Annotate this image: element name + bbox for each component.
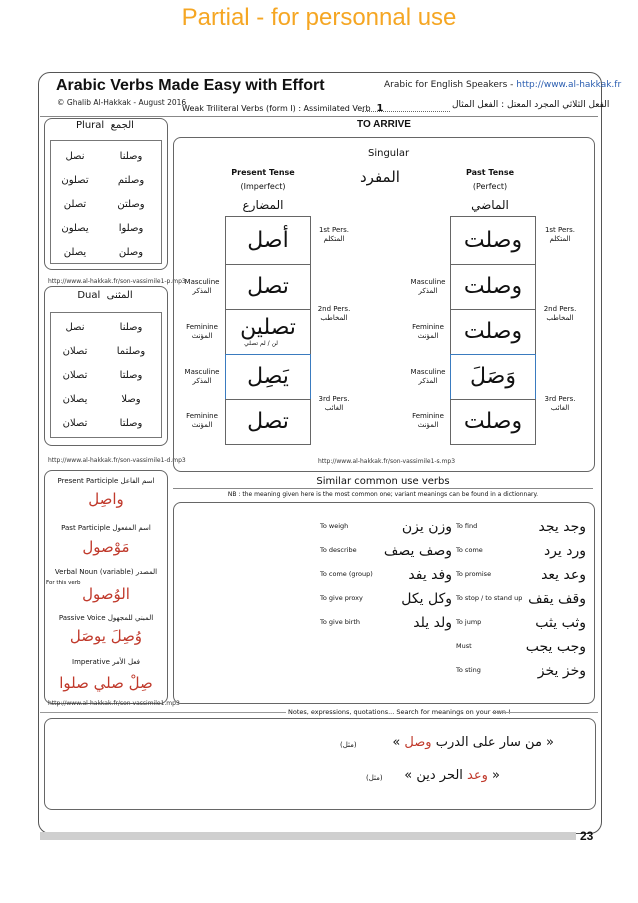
for-this-verb: For this verb — [46, 580, 81, 586]
plural-label-ar: الجمع — [110, 120, 134, 131]
past-fem-2-ar: المؤنث — [417, 332, 439, 340]
present-ar: المضارع — [242, 198, 284, 212]
present-masc-2-en: Masculine — [184, 278, 220, 286]
similar-right-ar-2: ورد يرد — [543, 543, 586, 559]
present-cell-3: تصلين — [225, 309, 311, 355]
similar-left-en-2: To describe — [320, 546, 357, 554]
notes-title: Notes, expressions, quotations... Search for meanings on your own ! — [288, 708, 511, 716]
present-p2 — [312, 305, 356, 323]
present-fem-2-en: Feminine — [186, 323, 218, 331]
similar-left-en-3: To come (group) — [320, 570, 373, 578]
weak-verbs-text: Weak Triliteral Verbs (form I) : Assimilated Verb — [182, 104, 371, 113]
passive-voice-row — [48, 614, 164, 622]
past-masc-3-ar: المذكر — [418, 377, 438, 385]
past-p2-ar: المخاطب — [546, 314, 574, 322]
similar-right-row-7 — [456, 663, 586, 690]
present-p2-en: 2nd Pers. — [317, 305, 351, 313]
similar-nb: NB : the meaning given here is the most common one; variant meanings can be found in a dictionnary. — [227, 491, 539, 498]
present-sub: (Imperfect) — [240, 182, 286, 191]
plural-left-1: نصل — [65, 151, 85, 162]
weak-verbs-label — [182, 103, 384, 114]
header-divider — [40, 116, 598, 117]
weak-verbs-number: 1 — [376, 103, 384, 114]
past-participle-row — [48, 524, 164, 532]
past-masc-2-en: Masculine — [410, 278, 446, 286]
past-p3-en: 3rd Pers. — [544, 395, 576, 403]
present-masc-2-ar: المذكر — [192, 287, 212, 295]
similar-right-list — [456, 519, 586, 690]
dual-right-2: وصلتما — [116, 346, 146, 357]
plural-right-3: وصلتن — [117, 199, 145, 210]
past-participle-value: مَوْصول — [82, 538, 130, 556]
forms-audio-link[interactable]: http://www.al-hakkak.fr/son-vassimile1.mp3 — [48, 700, 180, 707]
plural-left-2: تصلون — [61, 175, 89, 186]
past-p1 — [538, 226, 582, 244]
plural-left-4: يصلون — [61, 223, 89, 234]
similar-right-en-6: Must — [456, 642, 472, 650]
present-masc-3 — [180, 368, 224, 386]
verbal-noun-ar: المصدر — [135, 568, 158, 576]
similar-right-ar-6: وجب يجب — [525, 639, 586, 655]
present-participle-ar: اسم الفاعل — [120, 477, 155, 485]
plural-left-col — [50, 145, 100, 265]
copyright: © Ghalib Al-Hakkak - August 2016 — [57, 98, 187, 107]
similar-left-list — [320, 519, 452, 642]
past-p2 — [538, 305, 582, 323]
note-line-2-red: وعد — [467, 768, 488, 783]
verbal-noun-value: الوُصول — [82, 585, 130, 603]
page-number: 23 — [580, 829, 594, 843]
past-p1-ar: المتكلم — [549, 235, 571, 243]
dual-right-4: وصلا — [121, 394, 141, 405]
note-line-2-tag: (مثل) — [366, 774, 383, 782]
past-masc-2 — [406, 278, 450, 296]
site-link[interactable]: http://www.al-hakkak.fr — [516, 80, 622, 90]
present-participle-row — [48, 477, 164, 485]
notes-box — [44, 718, 596, 810]
singular-label: Singular — [368, 148, 410, 159]
arabic-for-line — [384, 80, 621, 90]
singular-label-ar: المفرد — [360, 168, 400, 186]
singular-audio-link[interactable]: http://www.al-hakkak.fr/son-vassimile1-s.mp3 — [318, 458, 456, 465]
notes-rule-right — [492, 712, 598, 713]
past-cell-2: وصلت — [450, 264, 536, 310]
dual-label: Dual — [77, 290, 101, 301]
similar-left-en-1: To weigh — [320, 522, 349, 530]
arabic-for-text: Arabic for English Speakers - — [384, 80, 517, 90]
plural-right-col — [104, 145, 158, 265]
section-pill — [340, 118, 428, 132]
plural-left-5: يصلن — [63, 247, 87, 258]
present-p3-en: 3rd Pers. — [318, 395, 350, 403]
past-participle-ar: اسم المفعول — [112, 524, 151, 532]
imperative-row — [48, 658, 164, 666]
imperative-value: صِلْ صلي صلوا — [59, 674, 153, 692]
imperative-ar: فعل الأمر — [112, 658, 140, 666]
note-line-2-post: الحر دين » — [404, 768, 468, 783]
verbal-noun-row — [48, 568, 164, 576]
arabic-header: الفعل الثلاثي المجرد المعتل : الفعل المثال — [452, 100, 610, 110]
dual-left-1: نصل — [65, 322, 85, 333]
passive-voice-ar: المبني للمجهول — [107, 614, 154, 622]
similar-left-ar-4: وكل يكل — [401, 591, 452, 607]
present-participle-value: واصِل — [88, 490, 124, 508]
present-fem-3 — [180, 412, 224, 430]
similar-right-en-5: To jump — [456, 618, 482, 626]
past-fem-2 — [406, 323, 450, 341]
present-p3 — [312, 395, 356, 413]
plural-heading — [44, 120, 166, 131]
present-title: Present Tense — [231, 168, 295, 177]
plural-label: Plural — [76, 120, 105, 131]
note-line-1-red: وصل — [404, 735, 432, 750]
past-cell-5: وصلت — [450, 399, 536, 445]
past-masc-3 — [406, 368, 450, 386]
passive-voice-value: وُصِلَ يوصَل — [69, 627, 143, 645]
past-masc-3-en: Masculine — [410, 368, 446, 376]
similar-right-ar-7: وخز يخز — [537, 663, 586, 679]
note-line-1-post: » — [392, 735, 405, 750]
similar-right-ar-3: وعد يعد — [541, 567, 586, 583]
verbal-noun-label: Verbal Noun (variable) — [54, 568, 134, 576]
present-fem-2 — [180, 323, 224, 341]
page-title: Arabic Verbs Made Easy with Effort — [56, 77, 325, 94]
similar-right-en-3: To promise — [456, 570, 492, 578]
similar-right-en-4: To stop / to stand up — [456, 594, 523, 602]
present-fem-2-ar: المؤنث — [191, 332, 213, 340]
present-masc-2 — [180, 278, 224, 296]
present-participle-label: Present Participle — [57, 477, 119, 485]
dual-audio-link[interactable]: http://www.al-hakkak.fr/son-vassimile1-d.mp3 — [48, 457, 186, 464]
similar-right-ar-4: وقف يقف — [528, 591, 586, 607]
similar-left-ar-2: وصف يصف — [383, 543, 452, 559]
similar-left-ar-1: وزن يزن — [401, 519, 452, 535]
similar-title: Similar common use verbs — [316, 476, 450, 487]
present-cell-1: أصل — [225, 216, 311, 265]
dual-label-ar: المثنى — [106, 290, 133, 301]
present-p1 — [312, 226, 356, 244]
dual-right-col — [104, 316, 158, 436]
present-cell-4: يَصِل — [225, 354, 311, 400]
past-participle-label: Past Participle — [61, 524, 111, 532]
dual-left-5: تصلان — [62, 418, 88, 429]
past-fem-3 — [406, 412, 450, 430]
past-cell-4: وَصَلَ — [450, 354, 536, 400]
present-p1-en: 1st Pers. — [318, 226, 350, 234]
similar-left-row-5 — [320, 615, 452, 642]
dual-heading — [44, 290, 166, 301]
present-masc-3-ar: المذكر — [192, 377, 212, 385]
past-p2-en: 2nd Pers. — [543, 305, 577, 313]
dual-left-2: تصلان — [62, 346, 88, 357]
present-note — [228, 340, 278, 347]
past-p1-en: 1st Pers. — [544, 226, 576, 234]
present-fem-3-ar: المؤنث — [191, 421, 213, 429]
present-p3-ar: الغائب — [324, 404, 344, 412]
past-cell-1: وصلت — [450, 216, 536, 265]
plural-left-3: تصلن — [63, 199, 87, 210]
past-sub: (Perfect) — [472, 182, 508, 191]
similar-right-en-2: To come — [456, 546, 483, 554]
past-cell-3: وصلت — [450, 309, 536, 355]
plural-audio-link[interactable]: http://www.al-hakkak.fr/son-vassimile1-p.mp3 — [48, 278, 186, 285]
past-p3 — [538, 395, 582, 413]
similar-right-en-7: To sting — [456, 666, 481, 674]
similar-divider — [173, 488, 593, 489]
past-ar: الماضي — [471, 198, 509, 212]
present-p1-ar: المتكلم — [323, 235, 345, 243]
passive-voice-label: Passive Voice — [58, 614, 106, 622]
plural-right-5: وصلن — [118, 247, 144, 258]
imperative-label: Imperative — [72, 658, 110, 666]
past-p3-ar: الغائب — [550, 404, 570, 412]
similar-right-en-1: To find — [456, 522, 478, 530]
note-line-1-tag: (مثل) — [340, 741, 357, 749]
present-cell-2: تصل — [225, 264, 311, 310]
similar-right-ar-5: وثب يثب — [535, 615, 586, 631]
plural-right-4: وصلوا — [118, 223, 144, 234]
similar-left-en-5: To give birth — [320, 618, 361, 626]
present-cell-5: تصل — [225, 399, 311, 445]
similar-left-en-4: To give proxy — [320, 594, 363, 602]
past-fem-3-ar: المؤنث — [417, 421, 439, 429]
note-line-1-pre: « من سار على الدرب — [431, 735, 554, 750]
present-p2-ar: المخاطب — [320, 314, 348, 322]
dual-left-4: يصلان — [62, 394, 88, 405]
past-title: Past Tense — [465, 168, 515, 177]
dual-right-1: وصلنا — [119, 322, 143, 333]
present-masc-3-en: Masculine — [184, 368, 220, 376]
header-dotted-line — [362, 111, 450, 112]
dual-left-col — [50, 316, 100, 436]
present-fem-3-en: Feminine — [186, 412, 218, 420]
note-line-2 — [330, 768, 500, 783]
plural-right-2: وصلتم — [117, 175, 145, 186]
past-fem-3-en: Feminine — [412, 412, 444, 420]
past-masc-2-ar: المذكر — [418, 287, 438, 295]
present-note-text: لن / لم تصلي — [244, 340, 278, 347]
similar-left-ar-3: وفد يفد — [408, 567, 452, 583]
dual-left-3: تصلان — [62, 370, 88, 381]
note-line-2-pre: « — [487, 768, 500, 783]
note-line-1 — [330, 735, 554, 750]
section-title: TO ARRIVE — [357, 119, 411, 130]
dual-right-5: وصلتا — [119, 418, 143, 429]
similar-left-ar-5: ولد يلد — [413, 615, 452, 631]
notes-rule-left — [40, 712, 286, 713]
dual-right-3: وصلتا — [119, 370, 143, 381]
footer-bar — [40, 832, 576, 840]
banner: Partial - for personnal use — [181, 4, 457, 31]
similar-right-ar-1: وجد يجد — [538, 519, 586, 535]
plural-right-1: وصلنا — [119, 151, 143, 162]
past-fem-2-en: Feminine — [412, 323, 444, 331]
